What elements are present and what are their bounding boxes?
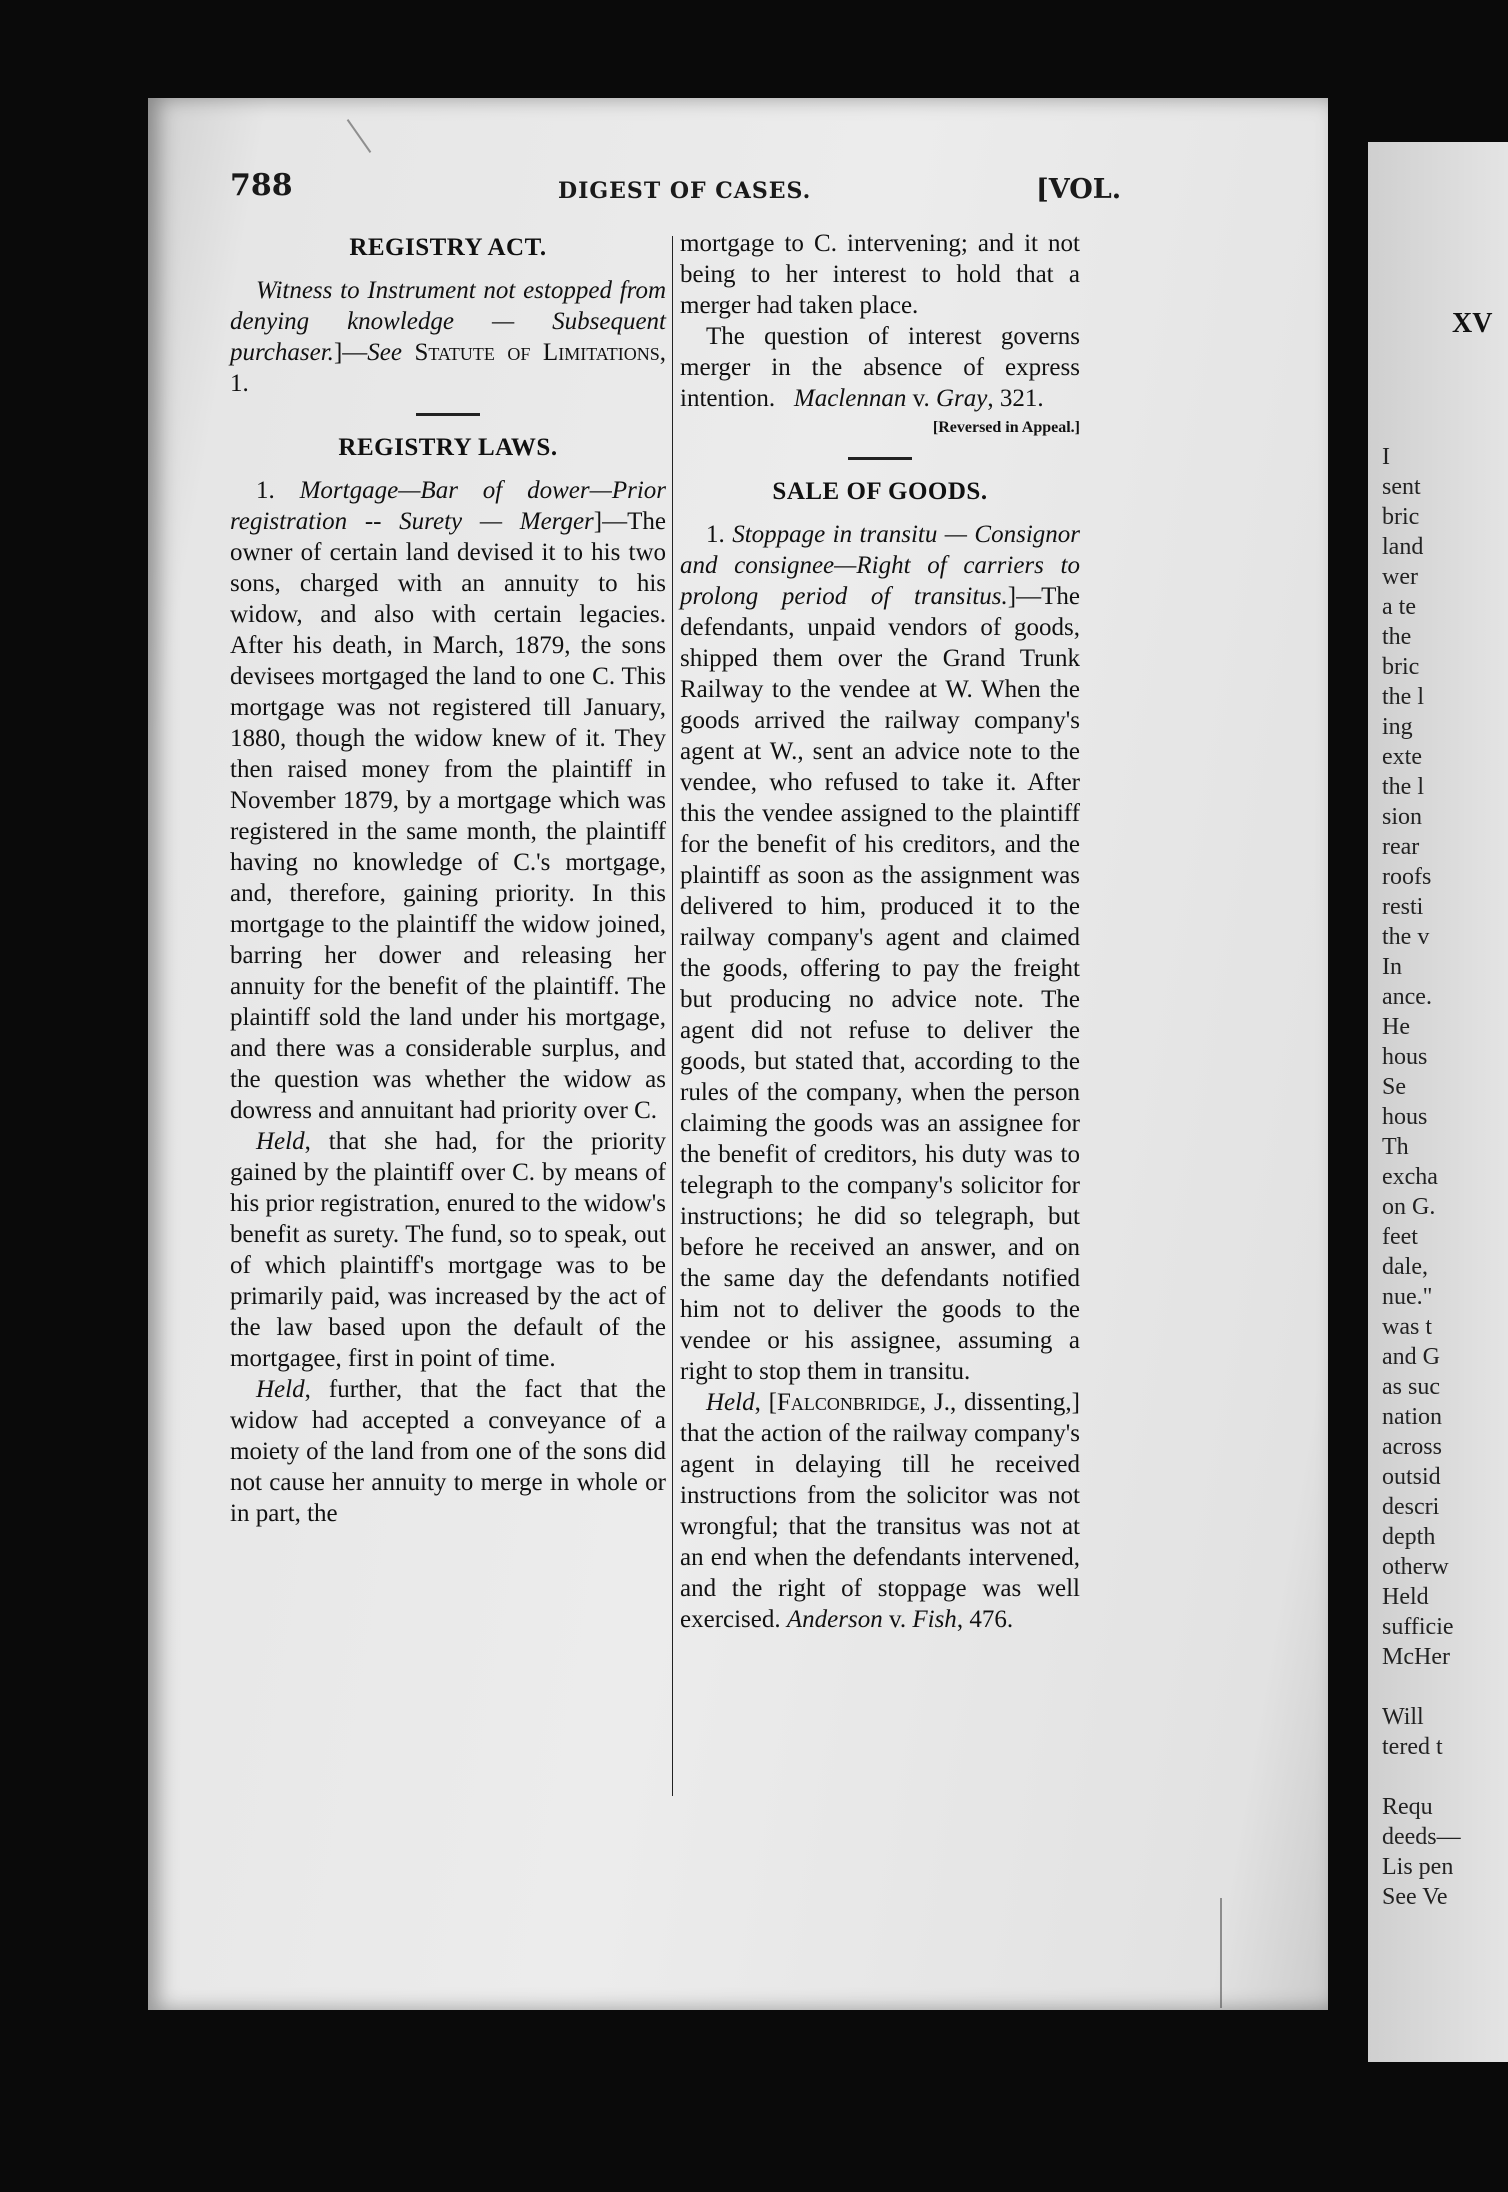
- held-bracket: , [: [754, 1389, 778, 1416]
- adjacent-line-fragment: McHer: [1382, 1644, 1450, 1670]
- adjacent-line-fragment: outsid: [1382, 1464, 1441, 1490]
- adjacent-page-heading: XV: [1452, 308, 1493, 339]
- held-word: Held: [256, 1376, 305, 1403]
- heading-registry-act: REGISTRY ACT.: [349, 234, 547, 261]
- adjacent-line-fragment: the l: [1382, 684, 1424, 710]
- adjacent-line-fragment: sion: [1382, 804, 1423, 830]
- left-column: [230, 228, 666, 1858]
- paper-crease: [1220, 1898, 1222, 2008]
- adjacent-line-fragment: bric: [1382, 654, 1420, 680]
- adjacent-line-fragment: exte: [1382, 744, 1422, 770]
- case-page: , 476.: [956, 1606, 1014, 1633]
- adjacent-line-fragment: hous: [1382, 1044, 1428, 1070]
- adjacent-line-fragment: Requ: [1382, 1794, 1433, 1820]
- adjacent-page-text: [1382, 442, 1508, 1912]
- adjacent-line-fragment: Th: [1382, 1134, 1409, 1160]
- note-reference-number: , 1.: [230, 339, 666, 397]
- dissenting-judge: Falconbridge: [777, 1389, 920, 1416]
- adjacent-line-fragment: a te: [1382, 594, 1416, 620]
- case-party: Gray: [936, 385, 988, 412]
- adjacent-line-fragment: sent: [1382, 474, 1421, 500]
- entry-body: ]—The owner of certain land devised it to his two sons, charged with an annuity to his widow, and also with certain legacies. After his death, in March, 1879, the sons devisees mortgaged the land to one C. This mortgage was not registered till January, 1880, though the widow knew of it. They then raised money from the plaintiff in November 1879, by a mortgage which was registered in the same month, the plaintiff having no knowledge of C.'s mortgage, and, therefore, gaining priority. In this mortgage to the plaintiff the widow joined, barring her dower and releasing her annuity for the benefit of the plaintiff. The plaintiff sold the land under his mortgage, and there was a considerable surplus, and the question was whether the widow as dowress and annuitant had priority over C.: [230, 508, 666, 1124]
- volume-marker: [VOL.: [1036, 174, 1122, 205]
- heading-sale-of-goods: SALE OF GOODS.: [772, 478, 988, 505]
- running-head: DIGEST OF CASES.: [558, 178, 812, 204]
- case-versus: v.: [882, 1606, 913, 1633]
- case-party: Maclennan: [793, 385, 907, 412]
- adjacent-line-fragment: See Ve: [1382, 1884, 1448, 1910]
- holding-paragraph: [680, 1387, 1080, 1635]
- note-topic: Witness to Instrument not estopped from denying knowledge — Subsequent purchaser.: [230, 277, 666, 366]
- adjacent-line-fragment: resti: [1382, 894, 1424, 920]
- page-header: [0, 168, 1488, 218]
- adjacent-line-fragment: wer: [1382, 564, 1418, 590]
- entry-number: 1.: [256, 477, 300, 504]
- adjacent-line-fragment: and G: [1382, 1344, 1440, 1370]
- cross-reference-note: [230, 275, 666, 399]
- digest-entry: [680, 519, 1080, 1387]
- interest-text: The question of interest governs merger in the absence of express intention.: [680, 323, 1080, 412]
- adjacent-line-fragment: ing: [1382, 714, 1413, 740]
- see-word: See: [367, 339, 402, 366]
- adjacent-line-fragment: I: [1382, 444, 1390, 470]
- adjacent-line-fragment: Held: [1382, 1584, 1429, 1610]
- adjacent-line-fragment: Se: [1382, 1074, 1406, 1100]
- case-party: Anderson: [786, 1606, 883, 1633]
- adjacent-line-fragment: the: [1382, 624, 1412, 650]
- adjacent-line-fragment: [1382, 1672, 1508, 1702]
- adjacent-line-fragment: nue.": [1382, 1284, 1433, 1310]
- adjacent-line-fragment: rear: [1382, 834, 1420, 860]
- adjacent-page-edge: [1368, 142, 1508, 2062]
- adjacent-line-fragment: depth: [1382, 1524, 1436, 1550]
- holding-body: , that she had, for the priority gained by the plaintiff over C. by means of his prior registration, enured to the widow's benefit as surety. The fund, so to speak, out of which plaintiff's mortgage was to be primarily paid, was increased by the act of the law based upon the default of the mortgagee, first in point of time.: [230, 1128, 666, 1372]
- adjacent-line-fragment: land: [1382, 534, 1424, 560]
- adjacent-line-fragment: [1382, 1762, 1508, 1792]
- adjacent-line-fragment: descri: [1382, 1494, 1440, 1520]
- right-column: [680, 228, 1080, 1858]
- adjacent-line-fragment: ance.: [1382, 984, 1432, 1010]
- adjacent-line-fragment: on G.: [1382, 1194, 1436, 1220]
- dissent-text: , J., dissenting,]: [919, 1389, 1081, 1416]
- holding-body: that the action of the railway company's agent in delaying till he received instructions from the solicitor was not wrongful; that the transitus was not at an end when the defendants intervened, and the right of stoppage was well exercised.: [680, 1420, 1080, 1633]
- adjacent-line-fragment: Lis pen: [1382, 1854, 1454, 1880]
- section-rule: [416, 413, 480, 416]
- holding-paragraph: [230, 1126, 666, 1374]
- case-versus: v.: [906, 385, 936, 412]
- holding-body: , further, that the fact that the widow had accepted a conveyance of a moiety of the land from one of the sons did not cause her annuity to merge in whole or in part, the: [230, 1376, 666, 1527]
- adjacent-line-fragment: He: [1382, 1014, 1410, 1040]
- holding-paragraph: [230, 1374, 666, 1529]
- adjacent-line-fragment: dale,: [1382, 1254, 1428, 1280]
- adjacent-line-fragment: was t: [1382, 1314, 1432, 1340]
- continued-text: mortgage to C. intervening; and it not being to her interest to hold that a merger had taken place.: [680, 230, 1080, 319]
- adjacent-line-fragment: feet: [1382, 1224, 1418, 1250]
- adjacent-line-fragment: Will: [1382, 1704, 1424, 1730]
- digest-entry: [230, 475, 666, 1126]
- entry-title: Mortgage—Bar of dower—Prior registration -- Surety — Merger: [230, 477, 666, 535]
- entry-number: 1.: [706, 521, 733, 548]
- case-party: Fish: [912, 1606, 957, 1633]
- adjacent-line-fragment: tered t: [1382, 1734, 1443, 1760]
- note-see-text: ]—See: [333, 339, 402, 366]
- holding-paragraph: [680, 321, 1080, 414]
- held-word: Held: [706, 1389, 755, 1416]
- page-number: 788: [230, 168, 293, 203]
- adjacent-line-fragment: nation: [1382, 1404, 1442, 1430]
- case-citation: [781, 385, 1043, 412]
- adjacent-line-fragment: hous: [1382, 1104, 1428, 1130]
- adjacent-line-fragment: excha: [1382, 1164, 1438, 1190]
- heading-registry-laws: REGISTRY LAWS.: [338, 434, 558, 461]
- adjacent-line-fragment: the l: [1382, 774, 1424, 800]
- entry-title: Stoppage in transitu — Consignor and consignee—Right of carriers to prolong period of transitus.: [680, 521, 1081, 610]
- held-word: Held: [256, 1128, 305, 1155]
- adjacent-line-fragment: sufficie: [1382, 1614, 1454, 1640]
- adjacent-line-fragment: deeds—: [1382, 1824, 1461, 1850]
- adjacent-line-fragment: as suc: [1382, 1374, 1440, 1400]
- paper-scratch: [347, 119, 372, 153]
- case-page: , 321.: [987, 385, 1044, 412]
- adjacent-line-fragment: bric: [1382, 504, 1420, 530]
- entry-body: ]—The defendants, unpaid vendors of goods, shipped them over the Grand Trunk Railway to the vendee at W. When the goods arrived the railway company's agent at W., sent an advice note to the vendee, who refused to take it. After this the vendee assigned to the plaintiff for the benefit of his creditors, and the plaintiff as soon as the assignment was delivered to him, produced it to the railway company's agent and claimed the goods, offering to pay the freight but producing no advice note. The agent did not refuse to deliver the goods, but stated that, according to the rules of the company, when the person claiming the goods was an assignee for the benefit of creditors, his duty was to telegraph to the company's solicitor for instructions; he did so telegraph, but before he received an answer, and on the same day the defendants notified him not to deliver the goods to the vendee or his assignee, assuming a right to stop them in transitu.: [680, 583, 1080, 1385]
- adjacent-line-fragment: In: [1382, 954, 1402, 980]
- column-divider: [672, 236, 673, 1796]
- section-rule: [848, 457, 912, 460]
- reversed-note: [Reversed in Appeal.]: [932, 419, 1080, 436]
- adjacent-line-fragment: roofs: [1382, 864, 1432, 890]
- adjacent-line-fragment: the v: [1382, 924, 1430, 950]
- adjacent-line-fragment: across: [1382, 1434, 1442, 1460]
- adjacent-line-fragment: otherw: [1382, 1554, 1449, 1580]
- note-reference: Statute of Limitations: [414, 339, 660, 366]
